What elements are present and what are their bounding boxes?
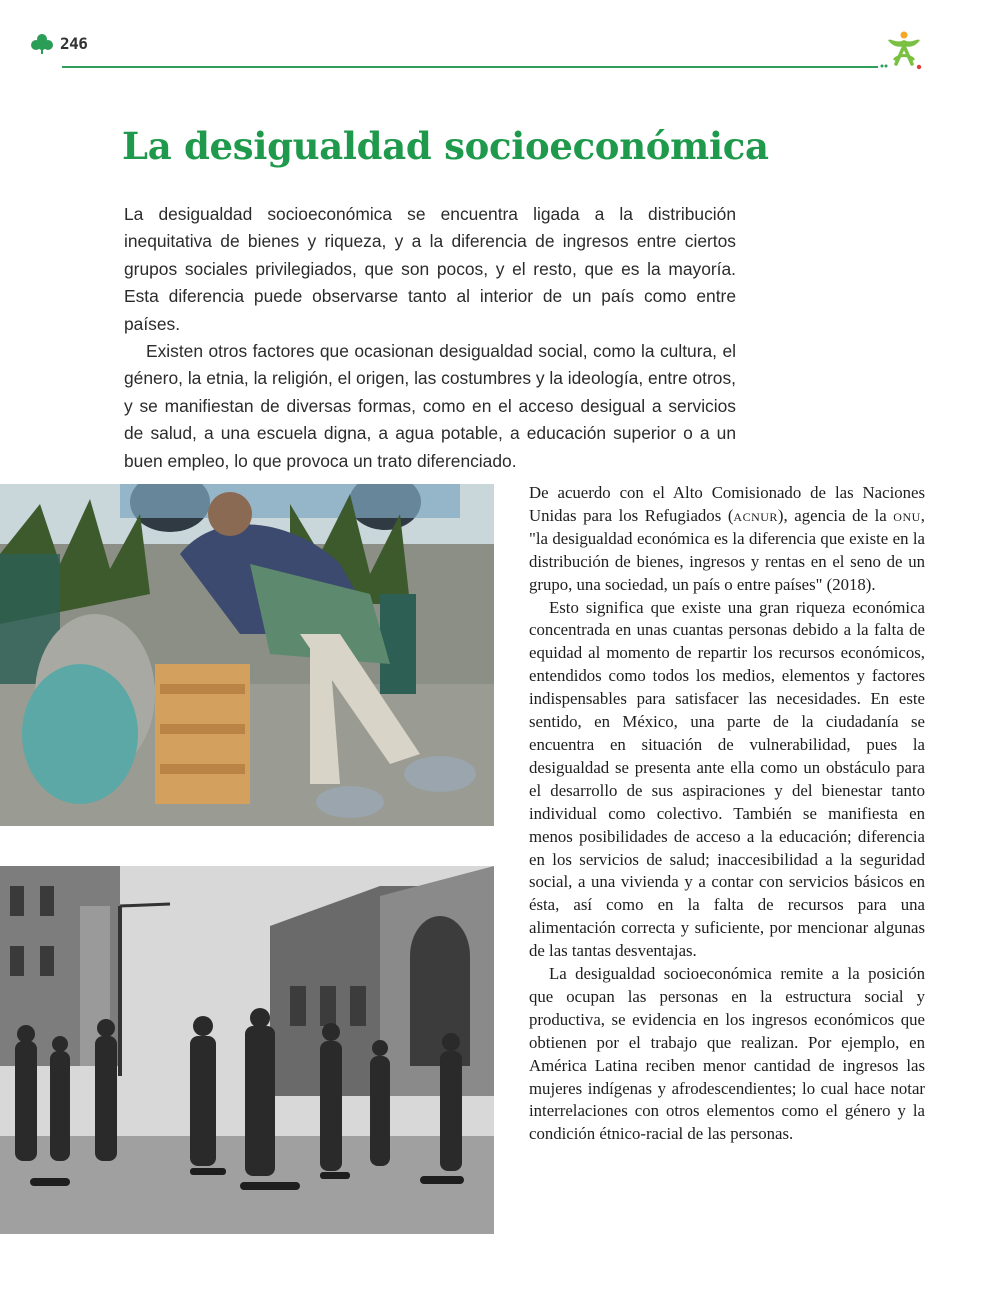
header-rule <box>62 66 878 68</box>
page-header <box>0 0 986 80</box>
intro-paragraph-2: Existen otros factores que ocasionan desigualdad social, como la cultura, el género, la etnia, la religión, el origen, las costumbres y la ideología, entre otros, y se manifiestan de diversas formas, como en el acceso desigual a servicios de salud, a una escuela digna, a agua potable, a educación superior o a un buen empleo, lo que provoca un trato diferenciado. <box>124 341 736 471</box>
acnur-acronym: acnur <box>733 505 778 525</box>
street-crowd-photo <box>0 866 494 1234</box>
page-title: La desigualdad socioeconómica <box>122 124 769 168</box>
body-text <box>529 482 925 1146</box>
body-paragraph-2: Esto significa que existe una gran riqueza económica concentrada en unas cuantas personas debido a la falta de equidad al momento de repartir los recursos económicos, entendidos como todos los medios, elementos y factores indispensables para satisfacer las necesidades. En este sentido, en México, una parte de la ciudadanía se encuentra en situación de vulnerabilidad, pues la desigualdad se presenta ante ella como un obstáculo para el desarrollo de sus aspiraciones y del bienestar tanto individual como colectivo. También se manifiesta en menos posibilidades de acceso a la educación; diferencia en los servicios de salud; inaccesibilidad a la seguridad social, a una vivienda y a contar con servicios básicos en ésta, así como en la falta de recursos para una alimentación correcta y suficiente, por mencionar algunas de las tantas desventajas. <box>529 597 925 961</box>
sprout-figure-icon <box>884 30 924 72</box>
page-number: 246 <box>60 34 88 53</box>
homeless-man-photo <box>0 484 494 826</box>
intro-text <box>124 201 736 475</box>
intro-paragraph-1: La desigualdad socioeconómica se encuentra ligada a la distribución inequitativa de bienes y riqueza, y a la diferencia de ingresos entre ciertos grupos sociales privilegiados, que son pocos, y el resto, que es la mayoría. Esta diferencia puede observarse tanto al interior de un país como entre países. <box>124 204 736 334</box>
onu-acronym: onu <box>893 505 921 525</box>
body-paragraph-3: La desigualdad socioeconómica remite a la posición que ocupan las personas en la estructura social y productiva, se evidencia en los ingresos económicos que obtienen por el trabajo que realizan. Por ejemplo, en América Latina reciben menor cantidad de ingresos las mujeres indígenas y afrodescendientes; lo cual hace notar interrelaciones con otros elementos como el género y la condición étnico-racial de las personas. <box>529 964 925 1144</box>
body-paragraph-1: De acuerdo con el Alto Comisionado de las Naciones Unidas para los Refugiados (acnur), agencia de la onu, "la desigualdad económica es la diferencia que existe en la distribución de bienes, ingresos y rentas en el seno de un grupo, una sociedad, un país o entre países" (2018). <box>529 483 925 594</box>
clover-icon <box>30 33 54 55</box>
